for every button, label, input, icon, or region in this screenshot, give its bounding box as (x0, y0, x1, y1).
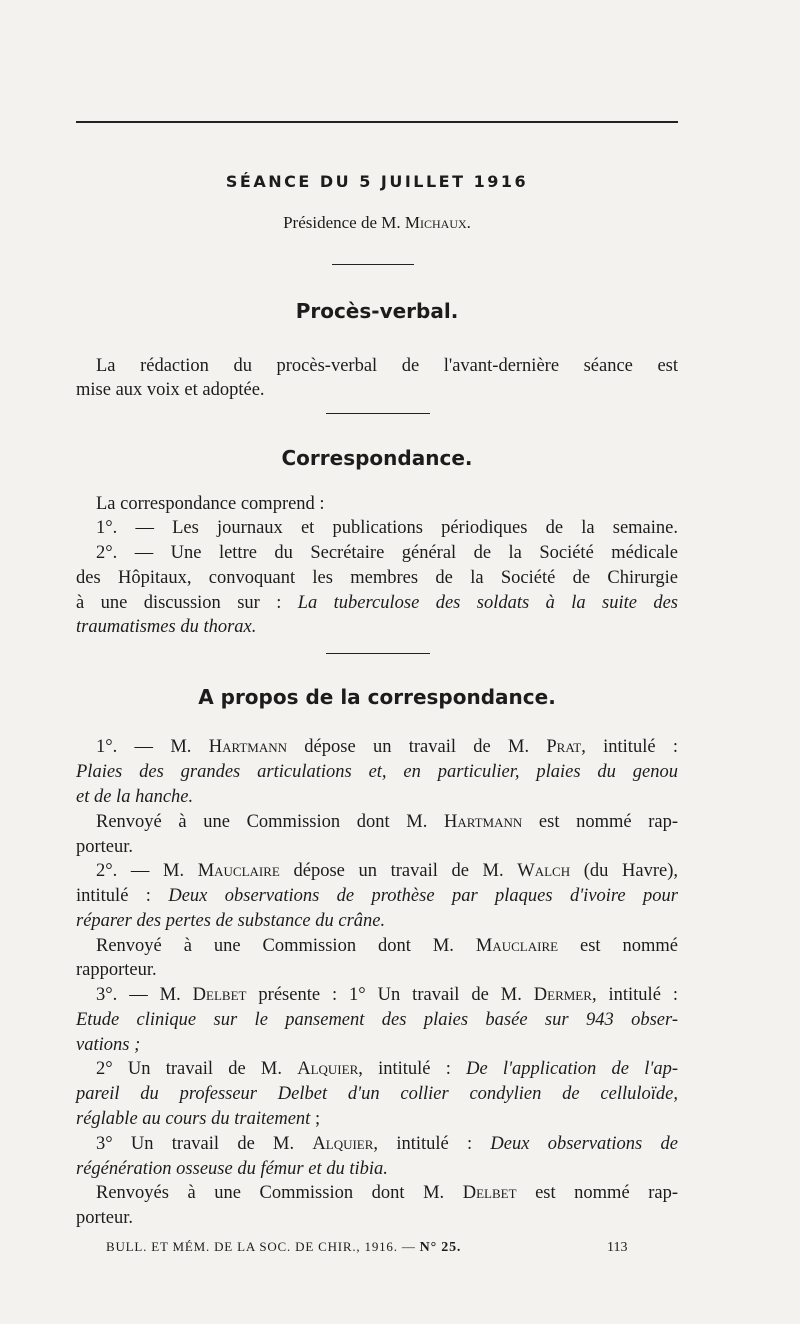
text-span: est nommé rap- (516, 1183, 678, 1203)
author-name: Mauclaire (197, 861, 280, 881)
text-span: 3°. — M. (96, 985, 193, 1005)
author-name: Alquier (312, 1134, 374, 1154)
footer-citation: BULL. ET MÉM. DE LA SOC. DE CHIR., 1916. — (106, 1239, 420, 1254)
text-span: , intitulé : (581, 737, 678, 757)
text-line: La correspondance comprend : (96, 494, 325, 514)
issue-number: N° 25. (419, 1240, 462, 1255)
text-span: dépose un travail de M. (287, 737, 547, 757)
text-line: et de la hanche. (76, 787, 194, 807)
text-line (96, 859, 678, 883)
text-line: vations ; (76, 1035, 141, 1055)
italic-title: Deux observations de (490, 1134, 678, 1154)
text-span: 1°. — M. (96, 737, 209, 757)
text-span: , intitulé : (358, 1059, 467, 1079)
text-span: Renvoyé à une Commission dont M. (96, 812, 444, 832)
author-name: Delbet (192, 985, 247, 1005)
text-line: porteur. (76, 837, 134, 857)
author-name: Prat (546, 737, 582, 757)
presidency-text: Présidence de M. (283, 213, 405, 232)
italic-title: La tuberculose des soldats à la suite des (297, 593, 678, 613)
text-line: réparer des pertes de substance du crâne. (76, 911, 386, 931)
president-name: Michaux (404, 213, 467, 232)
text-span: (du Havre), (570, 861, 678, 881)
text-span: Renvoyé à une Commission dont M. (96, 936, 476, 956)
section-heading-a-propos: A propos de la correspondance. (198, 685, 556, 709)
presidency-line (76, 213, 678, 233)
separator-rule (326, 413, 430, 414)
text-line: rapporteur. (76, 960, 157, 980)
text-line (76, 1107, 678, 1131)
text-line: traumatismes du thorax. (76, 617, 257, 637)
session-title: SÉANCE DU 5 JUILLET 1916 (225, 172, 529, 191)
text-line (96, 983, 678, 1007)
text-line: 2°. — Une lettre du Secrétaire général de la Société médicale (96, 543, 678, 563)
text-line (96, 735, 678, 759)
text-line (96, 934, 678, 958)
text-line: Etude clinique sur le pansement des plaies basée sur 943 obser- (76, 1010, 678, 1030)
text-line: régénération osseuse du fémur et du tibia. (76, 1159, 388, 1179)
running-footer (106, 1239, 526, 1256)
text-line (96, 1132, 678, 1156)
text-span: dépose un travail de M. (279, 861, 518, 881)
page-number: 113 (607, 1240, 628, 1255)
author-name: Hartmann (443, 812, 523, 832)
text-line: La rédaction du procès-verbal de l'avant-dernière séance est (96, 356, 678, 376)
text-line (96, 1057, 678, 1081)
text-span: intitulé : (76, 886, 169, 906)
text-line (76, 591, 678, 615)
section-heading-proces-verbal: Procès-verbal. (295, 299, 459, 323)
text-span: est nommé rap- (522, 812, 678, 832)
top-rule (76, 121, 678, 123)
text-line: des Hôpitaux, convoquant les membres de la Société de Chirurgie (76, 568, 678, 588)
text-span: est nommé (558, 936, 678, 956)
italic-title: Deux observations de prothèse par plaques d'ivoire pour (168, 886, 678, 906)
text-line (96, 810, 678, 834)
document-page (76, 0, 678, 1324)
text-span: ; (310, 1109, 321, 1129)
text-span: Renvoyés à une Commission dont M. (96, 1183, 463, 1203)
text-span: à une discussion sur : (76, 593, 298, 613)
separator-rule (326, 653, 430, 654)
author-name: Alquier (297, 1059, 359, 1079)
text-line: pareil du professeur Delbet d'un collier condylien de celluloïde, (76, 1084, 678, 1104)
text-span: présente : 1° Un travail de M. (246, 985, 534, 1005)
text-span: 3° Un travail de M. (96, 1134, 313, 1154)
text-line: mise aux voix et adoptée. (76, 380, 265, 400)
italic-title: De l'application de l'ap- (466, 1059, 678, 1079)
text-span: 2°. — M. (96, 861, 198, 881)
author-name: Mauclaire (475, 936, 559, 956)
text-span: 2° Un travail de M. (96, 1059, 298, 1079)
text-line: porteur. (76, 1208, 134, 1228)
author-name: Delbet (462, 1183, 517, 1203)
text-line (96, 1181, 678, 1205)
presidency-end: . (466, 213, 471, 232)
author-name: Dermer (533, 985, 592, 1005)
text-line: 1°. — Les journaux et publications périodiques de la semaine. (96, 518, 678, 538)
separator-rule (332, 264, 414, 265)
text-span: , intitulé : (373, 1134, 491, 1154)
author-name: Hartmann (208, 737, 288, 757)
italic-title: réglable au cours du traitement (76, 1109, 311, 1129)
text-line: Plaies des grandes articulations et, en particulier, plaies du genou (76, 762, 678, 782)
author-name: Walch (517, 861, 571, 881)
text-line (76, 884, 678, 908)
section-heading-correspondance: Correspondance. (281, 446, 473, 470)
text-span: , intitulé : (591, 985, 678, 1005)
